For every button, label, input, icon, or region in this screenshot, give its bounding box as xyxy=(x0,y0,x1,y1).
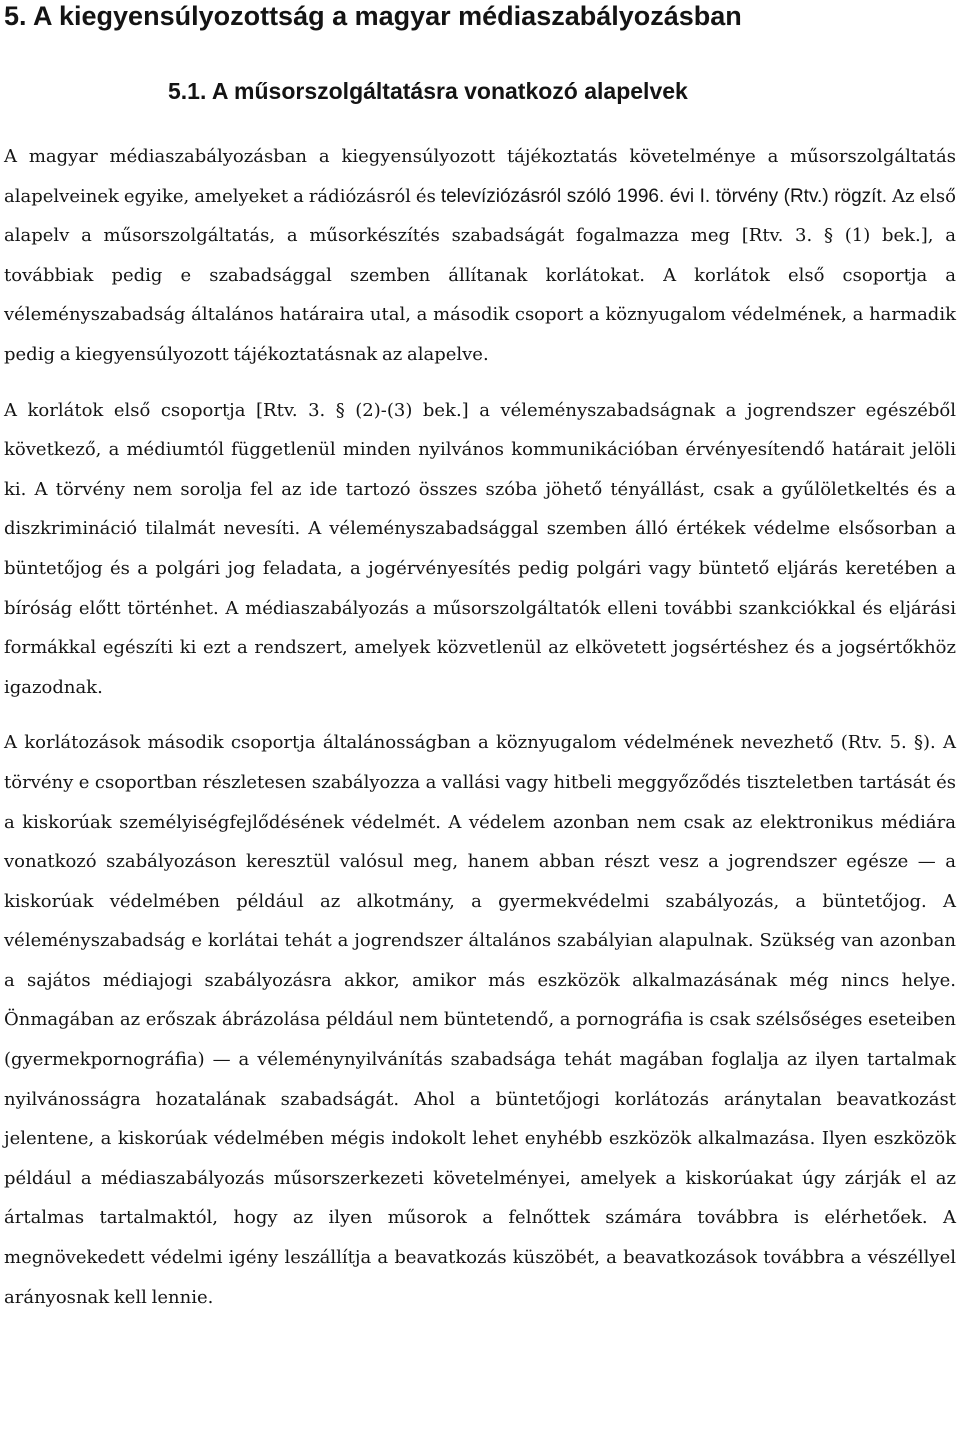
paragraph-1 xyxy=(4,137,956,375)
section-heading: 5. A kiegyensúlyozottság a magyar médiaszabályozásban xyxy=(4,1,742,31)
paragraph-2: A korlátok első csoportja [Rtv. 3. § (2)-(3) bek.] a véleményszabadságnak a jogrendszer egészéből következő, a médiumtól függetlenül minden nyilvános kommunikációban érvényesítendő határait jelöli ki. A törvény nem sorolja fel az ide tartozó összes szóba jöhető tényállást, csak a gyűlöletkeltés és a diszkrimináció tilalmát nevesíti. A véleményszabadsággal szemben álló értékek védelme elsősorban a büntetőjog és a polgári jog feladata, a jogérvényesítés pedig polgári vagy büntető eljárás keretében a bíróság előtt történhet. A médiaszabályozás a műsorszolgáltatók elleni további szankciókkal és eljárási formákkal egészíti ki ezt a rendszert, amelyek közvetlenül az elkövetett jogsértéshez és a jogsértőkhöz igazodnak. xyxy=(4,399,956,698)
paragraph-1-sans-segment: televíziózásról szóló 1996. évi I. törvény (Rtv.) rögzít. xyxy=(440,185,888,207)
paragraph-1-end: Az első alapelv a műsorszolgáltatás, a műsorkészítés szabadságát fogalmazza meg [Rtv. 3. § (1) bek.], a továbbiak pedig e szabadsággal szemben állítanak korlátokat. A korlátok első csoportja a véleményszabadság általános határaira utal, a második csoport a köznyugalom védelmének, a harmadik pedig a kiegyensúlyozott tájékoztatásnak az alapelve. xyxy=(4,185,956,365)
paragraph-3: A korlátozások második csoportja általánosságban a köznyugalom védelmének nevezhető (Rtv. 5. §). A törvény e csoportban részletesen szabályozza a vallási vagy hitbeli meggyőződés tiszteletben tartását és a kiskorúak személyiségfejlődésének védelmét. A védelem azonban nem csak az elektronikus médiára vonatkozó szabályozáson keresztül valósul meg, hanem abban részt vesz a jogrendszer egésze — a kiskorúak védelmében például az alkotmány, a gyermekvédelmi szabályozás, a büntetőjog. A véleményszabadság e korlátai tehát a jogrendszer általános szabályian alapulnak. Szükség van azonban a sajátos médiajogi szabályozásra akkor, amikor más eszközök alkalmazásának még nincs helye. Önmagában az erőszak ábrázolása például nem büntetendő, a pornográfia is csak szélsőséges eseteiben (gyermekpornográfia) — a véleménynyilvánítás szabadsága tehát magában foglalja az ilyen tartalmak nyilvánosságra hozatalának szabadságát. Ahol a büntetőjogi korlátozás aránytalan beavatkozást jelentene, a kiskorúak védelmében mégis indokolt lehet enyhébb eszközök alkalmazása. Ilyen eszközök például a médiaszabályozás műsorszerkezeti követelményei, amelyek a kiskorúakat úgy zárják el az ártalmas tartalmaktól, hogy az ilyen műsorok a felnőttek számára továbbra is elérhetőek. A megnövekedett védelmi igény leszállítja a beavatkozás küszöbét, a beavatkozások továbbra a vészéllyel arányosnak kell lennie. xyxy=(4,732,956,1308)
paragraph-1-start: A magyar médiaszabályozásban a kiegyensúlyozott tájékoztatás követelménye a műsorszolgáltatás alapelveinek egyike, amelyeket a rádiózásról és xyxy=(4,146,956,207)
document-body xyxy=(4,137,956,1317)
subsection-heading: 5.1. A műsorszolgáltatásra vonatkozó alapelvek xyxy=(168,78,688,104)
